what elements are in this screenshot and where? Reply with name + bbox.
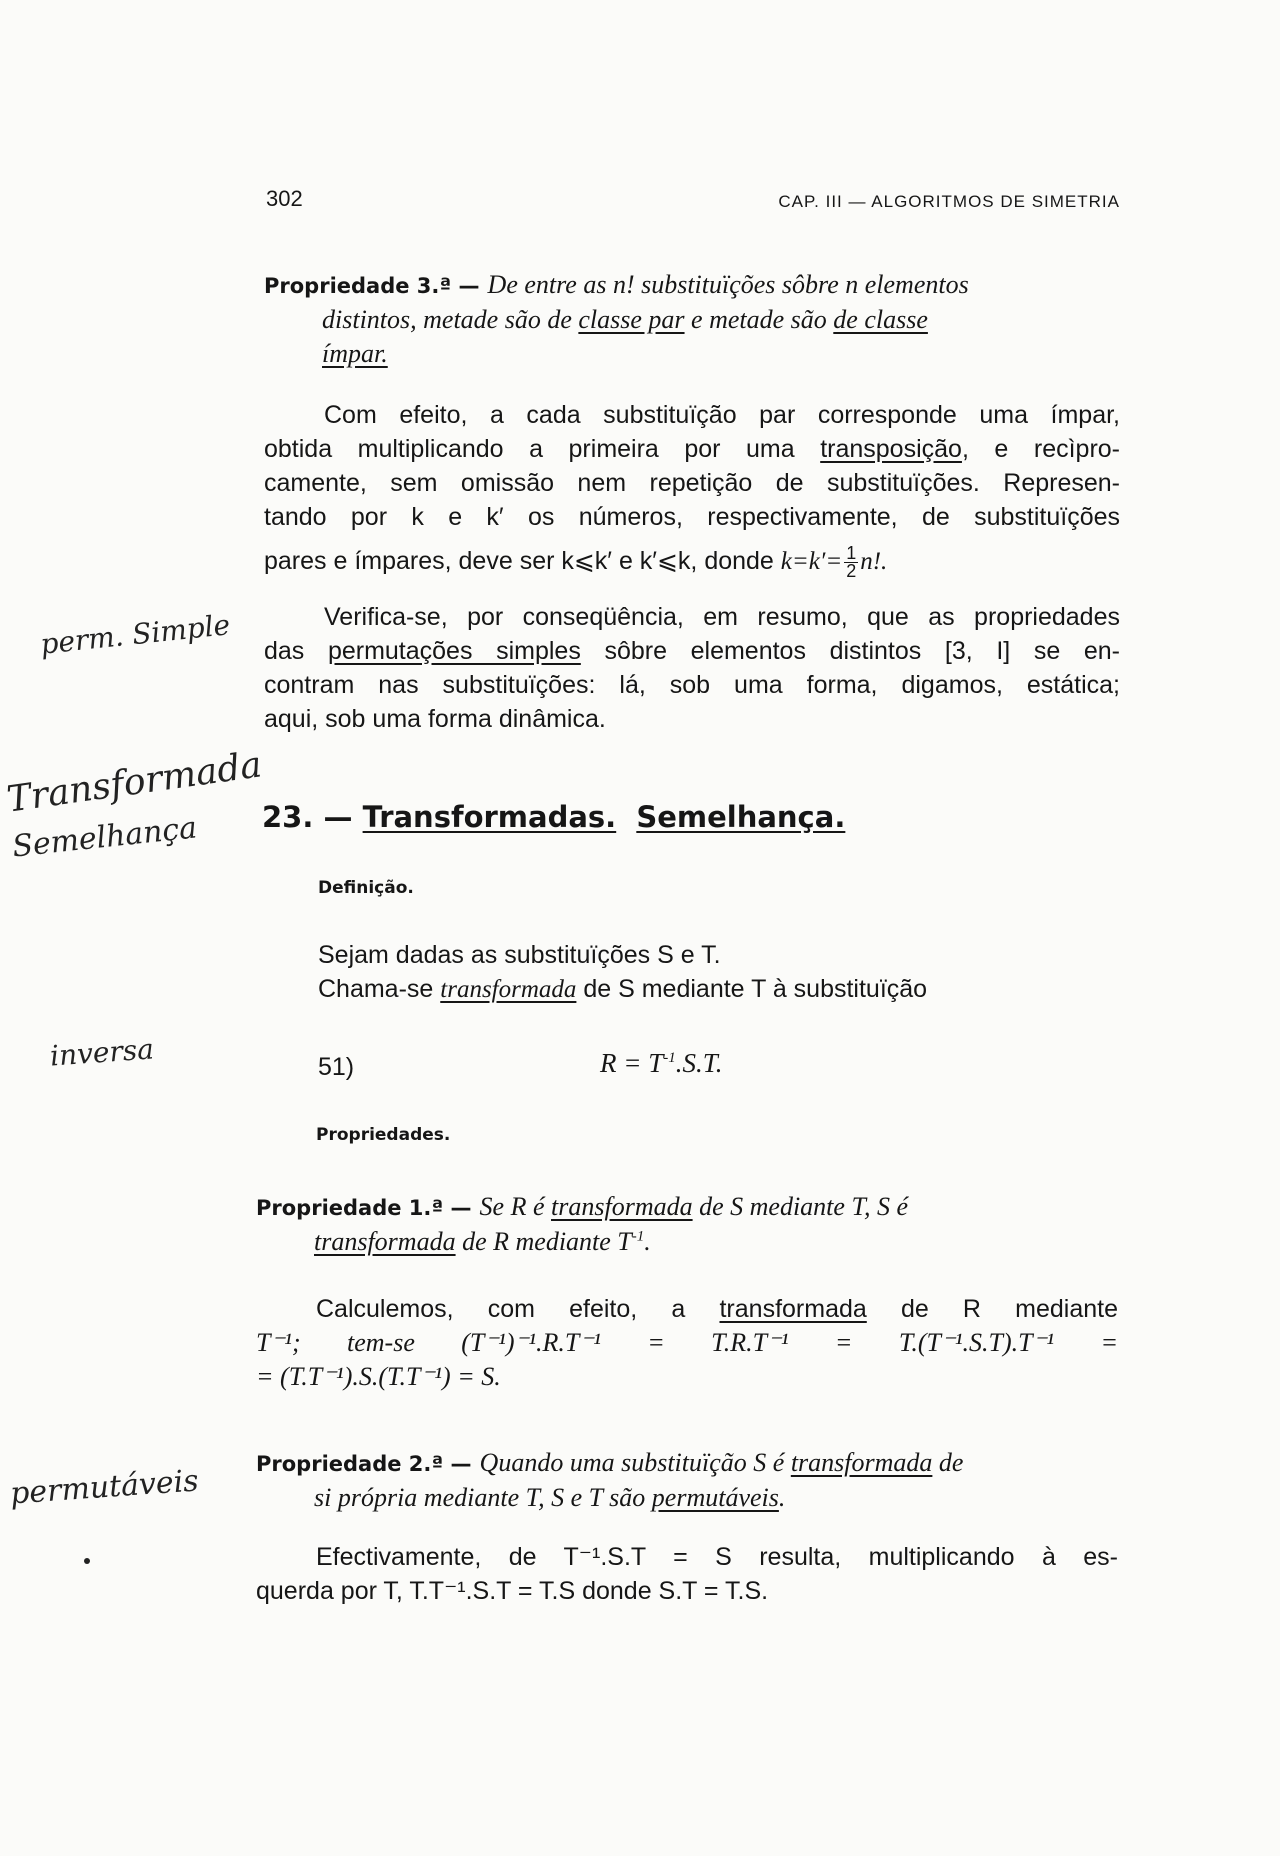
property-1-label: Propriedade 1.ª — (256, 1196, 472, 1220)
section-title-semelhanca: Semelhança. (636, 800, 846, 834)
proof1-line2: T⁻¹; tem-se (T⁻¹)⁻¹.R.T⁻¹ = T.R.T⁻¹ = T.(T⁻¹.S.T).T⁻¹ = (256, 1328, 1118, 1357)
margin-note-perm-simple: perm. Simple (38, 608, 232, 661)
property-3-line3: ímpar. (322, 339, 388, 368)
properties-heading: Propriedades. (316, 1125, 451, 1145)
paragraph-summary (264, 600, 1120, 736)
proof2-line1: Efectivamente, de T⁻¹.S.T = S resulta, multiplicando à es- (316, 1543, 1118, 1571)
para1-line1: Com efeito, a cada substituïção par corresponde uma ímpar, (324, 401, 1120, 429)
definition-line1: Sejam dadas as substituïções S e T. (318, 941, 721, 969)
para2-line2: das permutações simples sôbre elementos distintos [3, I] se en- (264, 637, 1120, 665)
margin-note-transformada: Transformada (4, 744, 265, 821)
para1-line2: obtida multiplicando a primeira por uma transposição, e recìpro- (264, 435, 1121, 463)
property-3-line1: De entre as n! substituïções sôbre n elementos (487, 270, 969, 299)
definition-text (318, 938, 1118, 1007)
para1-line3: camente, sem omissão nem repetição de substituïções. Represen- (264, 469, 1120, 497)
proof-property-2 (256, 1540, 1118, 1608)
definition-line2: Chama-se transformada de S mediante T à substituïção (318, 975, 928, 1003)
definition-heading: Definição. (318, 878, 414, 898)
property-1-line1: Se R é transformada de S mediante T, S é (479, 1192, 909, 1221)
section-heading (262, 800, 845, 834)
stray-dot (84, 1558, 90, 1564)
para2-line1: Verifica-se, por conseqüência, em resumo, que as propriedades (324, 603, 1120, 631)
property-2-line1: Quando uma substituïção S é transformada de (479, 1448, 964, 1477)
equation-51: $R = T^{-1}.S.T$. (600, 1048, 723, 1078)
equation-number: 51) (318, 1053, 355, 1081)
proof-property-1 (256, 1292, 1118, 1394)
property-1 (256, 1190, 1116, 1259)
para2-line3: contram nas substituïções: lá, sob uma forma, digamos, estática; (264, 671, 1120, 699)
property-2-line2: si própria mediante T, S e T são permutáveis. (314, 1483, 786, 1512)
para1-line5: pares e ímpares, deve ser k⩽k′ e k′⩽k, donde k=k′= $\frac{1}{2}$ n!. (264, 542, 888, 581)
property-1-line2: transformada de R mediante $T^{-1}$. (314, 1227, 651, 1256)
property-2 (256, 1446, 1116, 1515)
para2-line4: aqui, sob uma forma dinâmica. (264, 705, 606, 733)
para1-line4: tando por k e k′ os números, respectivamente, de substituïções (264, 503, 1120, 531)
section-number: 23. — (262, 800, 353, 834)
proof1-line1: Calculemos, com efeito, a transformada de R mediante (316, 1295, 1119, 1323)
paragraph-proof-3 (264, 398, 1120, 580)
running-head: CAP. III — ALGORITMOS DE SIMETRIA (778, 192, 1120, 211)
property-3 (264, 268, 1120, 371)
proof2-line2: querda por T, T.T⁻¹.S.T = T.S donde S.T = T.S. (256, 1577, 769, 1605)
property-3-line2: distintos, metade são de classe par e metade são de classe (322, 305, 928, 334)
property-3-label: Propriedade 3.ª — (264, 274, 480, 298)
section-title-transformadas: Transformadas. (362, 800, 617, 834)
page-number: 302 (266, 186, 303, 211)
margin-note-semelhanca: Semelhança (10, 810, 199, 865)
proof1-line3: = (T.T⁻¹).S.(T.T⁻¹) = S. (256, 1362, 501, 1391)
property-2-label: Propriedade 2.ª — (256, 1452, 472, 1476)
margin-note-permutaveis: permutáveis (9, 1463, 200, 1512)
margin-note-inversa: inversa (48, 1032, 155, 1073)
